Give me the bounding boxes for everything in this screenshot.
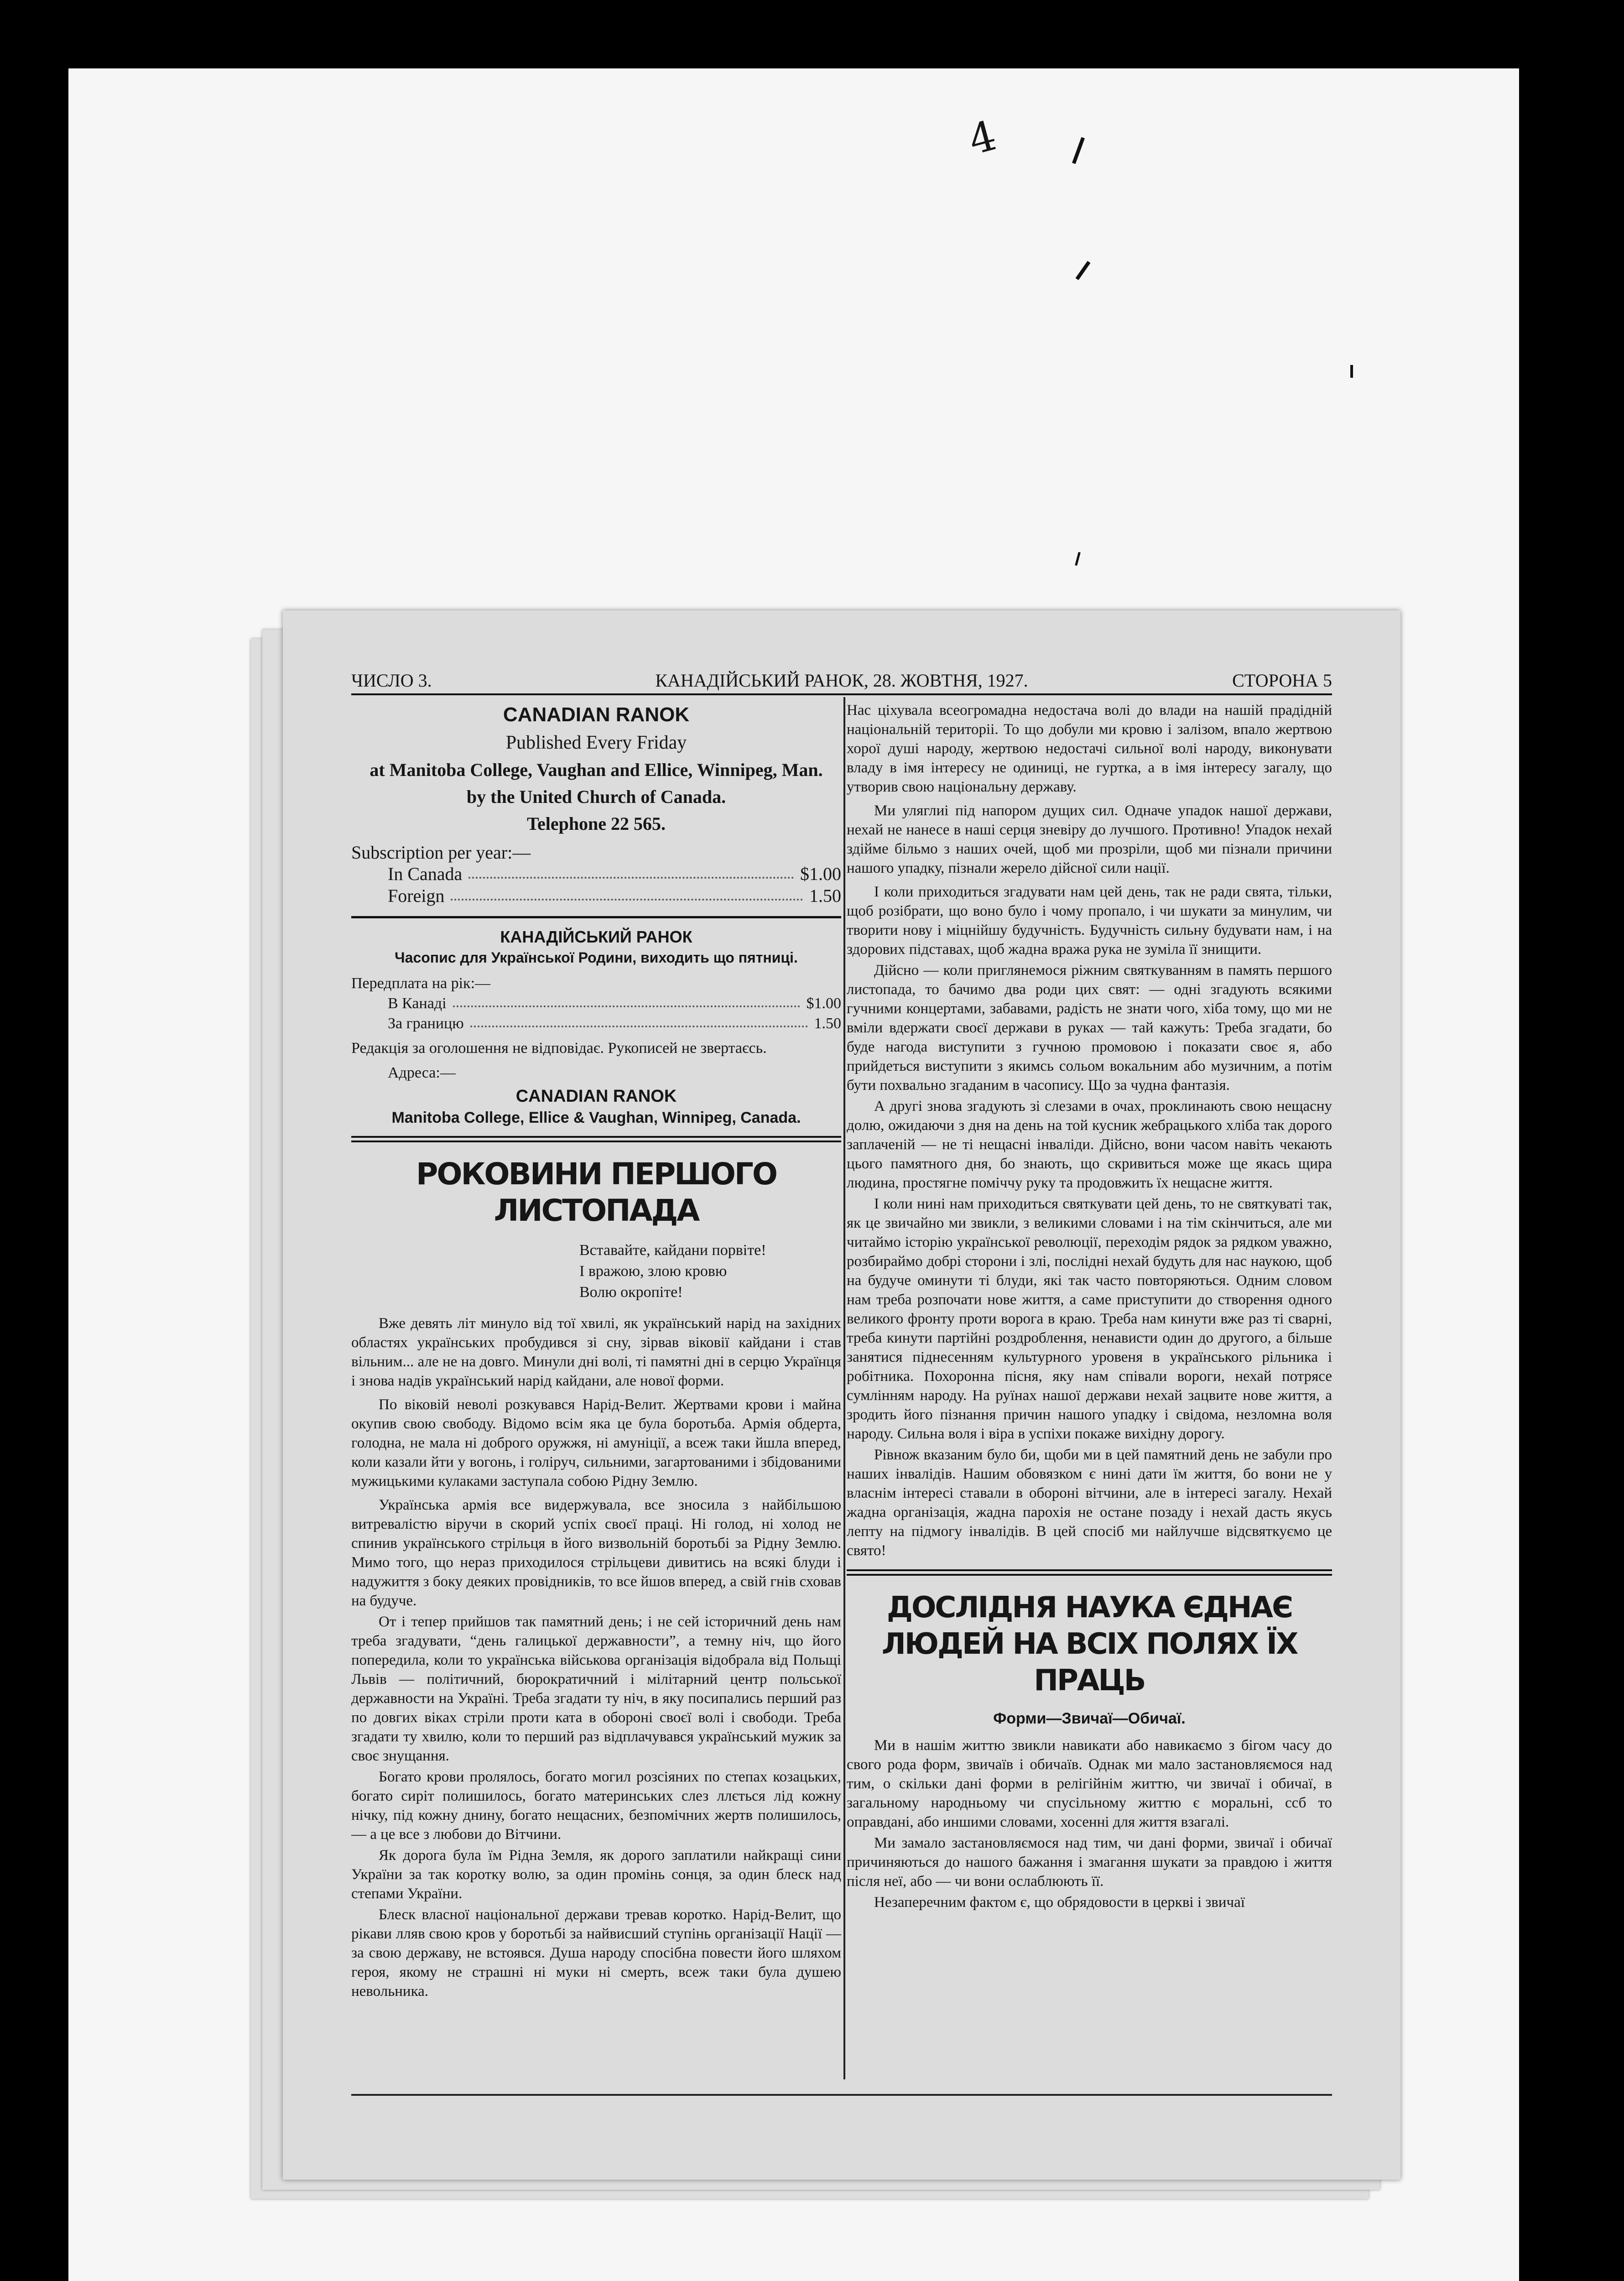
newspaper-page xyxy=(283,610,1400,2180)
paper-title-date: КАНАДІЙСЬКИЙ РАНОК, 28. ЖОВТНЯ, 1927. xyxy=(655,670,1028,691)
article-headline: РОКОВИНИ ПЕРШОГО ЛИСТОПАДА xyxy=(416,1156,777,1228)
masthead-ua-title: КАНАДІЙСЬКИЙ РАНОК xyxy=(500,927,692,946)
issue-number: ЧИСЛО 3. xyxy=(351,670,432,691)
section-rule xyxy=(351,916,841,918)
section-rule xyxy=(847,1569,1332,1576)
page-header xyxy=(351,668,1332,695)
masthead-address: at Manitoba College, Vaughan and Ellice, Winnipeg, Man. xyxy=(370,760,823,780)
masthead-publisher: by the United Church of Canada. xyxy=(466,786,726,807)
article-paragraph: Українська армія все видержувала, все зносила з найбільшою витревалістю віручи в скорий успіх своєї праці. Ні голод, ні холод не спинив українського стрільця в його визвольній боротьбі за Рідну Землю. Мимо того, що нераз приходилося стрільцеви дивитись на всякі блуди і надужиття з боку деяких провідників, то все йшов вперед, а свій гнів сховав на будуче. xyxy=(351,1497,841,1609)
article-paragraph: От і тепер прийшов так памятний день; і не сей історичний день нам треба згадувати, “день галицької державности”, а темну ніч, що його попередила, коли то українська військова організація відобрала від Польщі Львів — політичний, бюрократичний і мілітарний центр польської державности на Україні. Треба згадати ту ніч, в яку посипались перший раз по довгих віках стріли проти ката в обороні своєї волі і свободи. Треба згадати ту хвилю, коли то перший раз відплачувався український мужик за своє знущання. xyxy=(351,1614,841,1764)
film-scratch xyxy=(1076,261,1091,280)
right-column xyxy=(847,701,1332,1914)
masthead-telephone: Telephone 22 565. xyxy=(526,813,666,834)
page-bottom-rule xyxy=(351,2094,1332,2096)
editorial-note: Редакція за оголошення не відповідає. Рукописей не звертаєсь. xyxy=(351,1040,767,1057)
section-rule xyxy=(351,1136,841,1142)
masthead-ua-subtitle: Часопис для Української Родини, виходить що пятниці. xyxy=(395,949,798,966)
article-paragraph: Ми замало застановляємося над тим, чи дані форми, звичаї і обичаї причиняються до нашого бажання і змагання шукати за правдою і життя після неї, або — чи вони ослаблюють її. xyxy=(847,1835,1332,1890)
article-paragraph: Як дорога була їм Рідна Земля, як дорого заплатили найкращі сини України за так коротку волю, за один промінь сонця, за один блеск над степами України. xyxy=(351,1847,841,1902)
article-subhead: Форми—Звичаї—Обичаї. xyxy=(993,1710,1186,1727)
article-paragraph: Вже девять літ минуло від тої хвилі, як український нарід на західних областях українських пробудився зі сну, зірвав віковії кайдани і став вільним... але не на довго. Минули дні волі, ті памятні дні в серцю Українця і знова надів український нарід кайдани, але нової форми. xyxy=(351,1315,841,1389)
subscription-english xyxy=(351,842,841,907)
article-paragraph: Ми в нашім життю звикли навикати або навикаємо з бігом часу до свого рода форм, звичаїв і обичаїв. Однак ми мало застановляємося над тим, о скільки дані форми в релігійнім життю, чи звичаї і обичаї, в загальному народньому чи спусільному життю є моральні, ссб то оправдані, або иншими словами, хосенні для життя взагалі. xyxy=(847,1737,1332,1830)
address-label: Адреса:— xyxy=(388,1064,456,1081)
article-paragraph: А другі знова згадують зі слезами в очах, проклинають свою нещасну долю, ожидаючи з дня на день на той кусник жебрацького хліба так дорого заплаченій — не ті нещасні інваліди. Дійсно, вони часом навіть чекають цього памятного дня, бо знають, що скривиться може ще якась щира людина, простягне поміччу руку та продовжить їх нещасне життя. xyxy=(847,1098,1332,1191)
left-column xyxy=(351,701,841,2003)
subscription-row: В Канаді $1.00 xyxy=(351,994,841,1014)
article-paragraph: Рівнож вказаним було би, щоби ми в цей памятний день не забули про наших інвалідів. Нашим обовязком є нині дати їм життя, бо вони не у власнім інтересі ставали в обороні вітчини, але в інтересі загалу. Нехай жадна організація, жадна парохія не остане позаду і нехай дасть якусь лепту на підмогу інвалідів. В цей спосіб ми найлучше відсвяткуємо це свято! xyxy=(847,1447,1332,1559)
subscription-ukrainian xyxy=(351,974,841,1083)
article-paragraph: Блеск власної національної держави тревав коротко. Нарід-Велит, що рікави лляв свою кров у боротьбі за найвисший ступінь організації Нації — за свою державу, не встоявся. Душа народу спосібна повести його шляхом героя, якому не страшні ні муки ні смерть, всеж таки була душею невольника. xyxy=(351,1906,841,2000)
film-scratch xyxy=(1350,365,1353,378)
address-title: CANADIAN RANOK xyxy=(515,1087,677,1106)
article-paragraph: Дійсно — коли приглянемося ріжним святкуванням в память першого листопада, то бачимо два роди цих свят: — одні згадують всякими гучними концертами, забавами, радість не знати чого, хіба тому, що ми не вміли вдержати своєї держави в руках — тай кажуть: Треба згадати, бо буде нагода виступити з гучною промовою і показати своє я, або прийдеться виступити з якимсь сольом вокальним або музичним, а потім бути похвально згаданим в часопису. Що за чудна фантазія. xyxy=(847,962,1332,1094)
article-paragraph: По віковій неволі розкувався Нарід-Велит. Жертвами крови і майна окупив свою свободу. Відомо всім яка це була боротьба. Армія обдерта, голодна, не мала ні доброго оружжя, ні амуніції, а всеж таки йшла вперед, коли казали йти у вогонь, і голіруч, сильними, загартованими і збідованими мужицькими кулаками заступала собою Рідну Землю. xyxy=(351,1396,841,1489)
masthead-published: Published Every Friday xyxy=(505,732,687,753)
film-scratch xyxy=(1072,137,1085,164)
article-paragraph: І коли нині нам приходиться святкувати цей день, то не святкуваті так, як це звичайно ми звикли, з великими словами і на тім скінчиться, але ми читаймо історію української революції, переходім рядок за рядком уважно, розбираймо добрі сторони і злі, послідні нехай будуть для нас наукою, щоб на будуче оминути ті блуди, які так часто повторяються. Одним словом нам треба розпочати нове життя, а саме приступити до створення одного великого фронту проти ворога в краю. Треба нам кинути вже раз ті сварні, треба кинути партійні роздроблення, ненависти один до другого, а більше занятися піднесенням культурного уровеня в українського рільника і робітника. Похоронна пісня, яку нам співали вороги, нехай потрясе сумлінням народу. На руїнах нашої держави нехай зацвите нове життя, а зродить його пізнання причин нашого упадку і свідома, незломна воля народу. Сильна воля і віра в успіхи покаже вихідну дорогу. xyxy=(847,1196,1332,1442)
subscription-row: In Canada $1.00 xyxy=(388,864,841,884)
article-paragraph: Ми уляглиі під напором дущих сил. Одначе упадок нашої держави, нехай не нанесе в наші серця зневіру до лучшого. Противно! Упадок нехай здійме більмо з наших очей, щоб ми прозріли, щоб ми пізнали причини нашого упадку, пізнали жерело дійсної сили нації. xyxy=(847,802,1332,876)
article-paragraph: Незаперечним фактом є, що обрядовости в церкві і звичаї xyxy=(874,1894,1245,1911)
subscription-ua-label: Передплата на рік:— xyxy=(351,975,491,992)
address-line: Manitoba College, Ellice & Vaughan, Winnipeg, Canada. xyxy=(391,1109,801,1126)
column-divider xyxy=(843,697,845,2079)
page-number: СТОРОНА 5 xyxy=(1232,670,1332,691)
article-headline: ДОСЛІДНЯ НАУКА ЄДНАЄ ЛЮДЕЙ НА ВСІХ ПОЛЯХ ЇХ ПРАЦЬ xyxy=(881,1591,1297,1698)
film-scratch xyxy=(1075,552,1081,566)
subscription-row: Foreign 1.50 xyxy=(388,885,841,906)
masthead-title: CANADIAN RANOK xyxy=(503,703,690,726)
masthead-english xyxy=(351,703,841,834)
article-paragraph: Богато крови пролялось, богато могил розсіяних по степах козацьких, богато сиріт полишилось, богато материнських слез ллється лід кожну нічку, під кожну днину, богато нещасних, безпомічних жертв полишилось, — а це все з любови до Вітчини. xyxy=(351,1769,841,1843)
article-paragraph: І коли приходиться згадувати нам цей день, так не ради свята, тільки, щоб розібрати, що воно було і чому пропало, і чи шукати за минулим, чи творити нову і міцнійшу будучність. Будучність сильну будувати нам, і на здорових підставах, щоб жадна вража рука не зуміла її знищити. xyxy=(847,884,1332,958)
subscription-row: За границю 1.50 xyxy=(351,1014,841,1034)
subscription-label: Subscription per year:— xyxy=(351,842,531,863)
epigraph-poem: Вставайте, кайдани порвіте! І вражою, злою кровю Волю окропіте! xyxy=(579,1242,766,1301)
film-frame-number: 4 xyxy=(963,111,1001,165)
masthead-ukrainian xyxy=(351,927,841,966)
article-paragraph: Нас ціхувала всеогромадна недостача волі до влади на нашій прадідній національній територіі. То що добули ми кровю і залізом, впало жертвою хорої душі народу, жертвою недостачі сильної волі народу, виконувати владу в імя інтересу не одиниці, не гуртка, а в імя інтересу загалу, що утворив свою національну державу. xyxy=(847,702,1332,795)
